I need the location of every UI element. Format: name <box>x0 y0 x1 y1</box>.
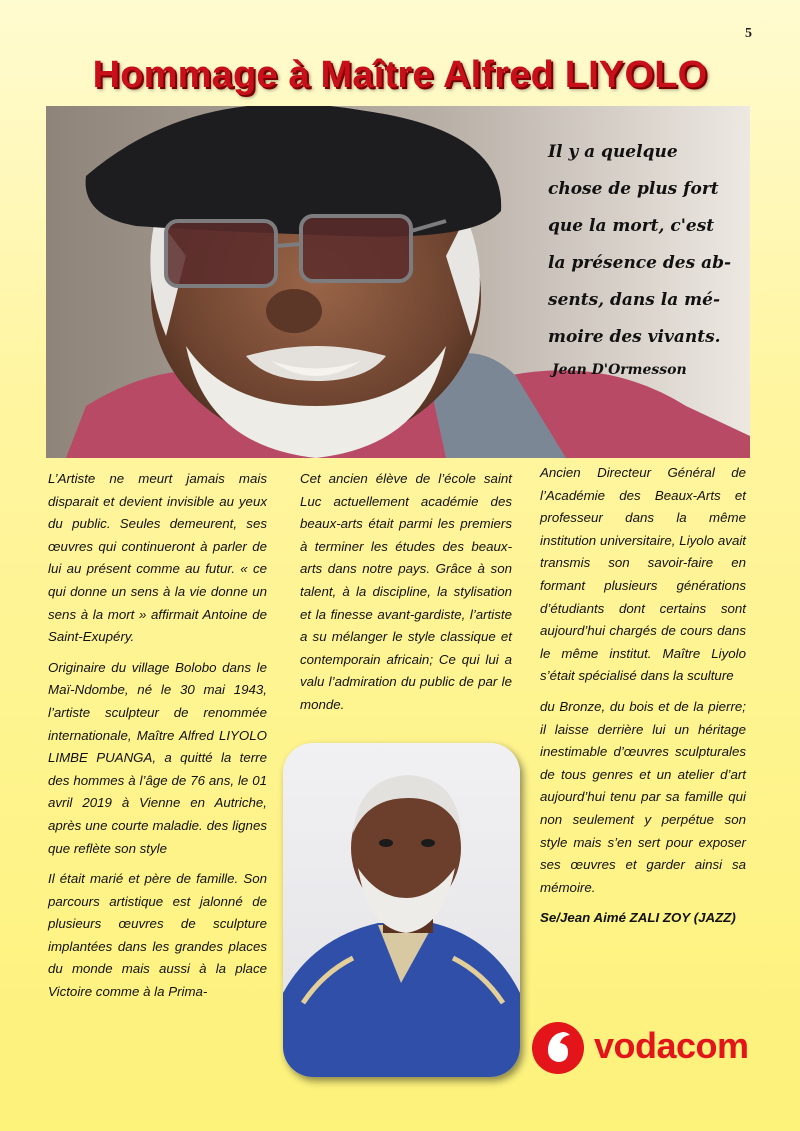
author-signature: Se/Jean Aimé ZALI ZOY (JAZZ) <box>540 910 736 926</box>
page-number: 5 <box>745 26 752 41</box>
paragraph: Il était marié et père de famille. Son parcours artistique est jalonné de plusieurs œuvres de sculpture implantées dans les grandes places du monde mais aussi à la place Victoire comme à la Prima- <box>48 871 267 1000</box>
quote-line: moire des vivants. <box>548 327 721 347</box>
paragraph: du Bronze, du bois et de la pierre; il laisse derrière lui un héritage inestimable d’œuvres sculpturales de tous genres et un atelier d’art aujourd’hui tenu par sa famille qui non seulement y perpétue son style mais s’en sert pour exposer ses œuvres et garder ainsi sa mémoire. <box>540 698 746 895</box>
quote-line: que la mort, c'est <box>548 216 715 236</box>
paragraph: Originaire du village Bolobo dans le Maï-Ndombe, né le 30 mai 1943, l’artiste sculpteur de renommée internationale, Maître Alfred LIYOLO LIMBE PUANGA, a quitté la terre des hommes à l’âge de 76 ans, le 01 avril 2019 à Vienne en Autriche, après une courte maladie. des lignes que reflète son style <box>48 659 267 856</box>
quote-author: Jean D'Ormesson <box>552 362 687 378</box>
inset-portrait-photo <box>283 743 520 1077</box>
paragraph: L’Artiste ne meurt jamais mais disparait et devient invisible au yeux du public. Seules demeurent, ses œuvres qui continueront à parler de lui au présent comme au futur. « ce qui donne un sens à la vie donne un sens à la mort » affirmait Antoine de Saint-Exupéry. <box>48 471 267 645</box>
vodafone-speechmark-icon <box>532 1022 584 1074</box>
paragraph: Ancien Directeur Général de l’Académie des Beaux-Arts et professeur dans la même institution universitaire, Liyolo avait transmis son savoir-faire en formant plusieurs générations d’étudiants dont certains sont aujourd’hui chargés de cours dans le même institut. Maître Liyolo s’était spécialisé dans la sculture <box>540 465 746 684</box>
vodacom-wordmark: vodacom <box>594 1025 749 1066</box>
quote-line: chose de plus fort <box>548 179 719 199</box>
pull-quote <box>548 134 738 356</box>
quote-line: sents, dans la mé- <box>548 290 721 310</box>
article-column-3 <box>540 462 746 938</box>
quote-line: Il y a quelque <box>548 142 678 162</box>
article-title: Hommage à Maître Alfred LIYOLO <box>92 54 708 96</box>
quote-line: la présence des ab- <box>548 253 732 273</box>
article-column-2 <box>300 468 512 725</box>
inset-portrait-illustration <box>283 743 520 1077</box>
paragraph: Cet ancien élève de l’école saint Luc actuellement académie des beaux-arts était parmi les premiers à terminer les études des beaux-arts dans notre pays. Grâce à son talent, à la discipline, la stylisation et la finesse avant-gardiste, l’artiste a su mélanger le style classique et contemporain africain; Ce qui lui a valu l’admiration du public de par le monde. <box>300 471 512 712</box>
article-column-1 <box>48 468 267 1012</box>
